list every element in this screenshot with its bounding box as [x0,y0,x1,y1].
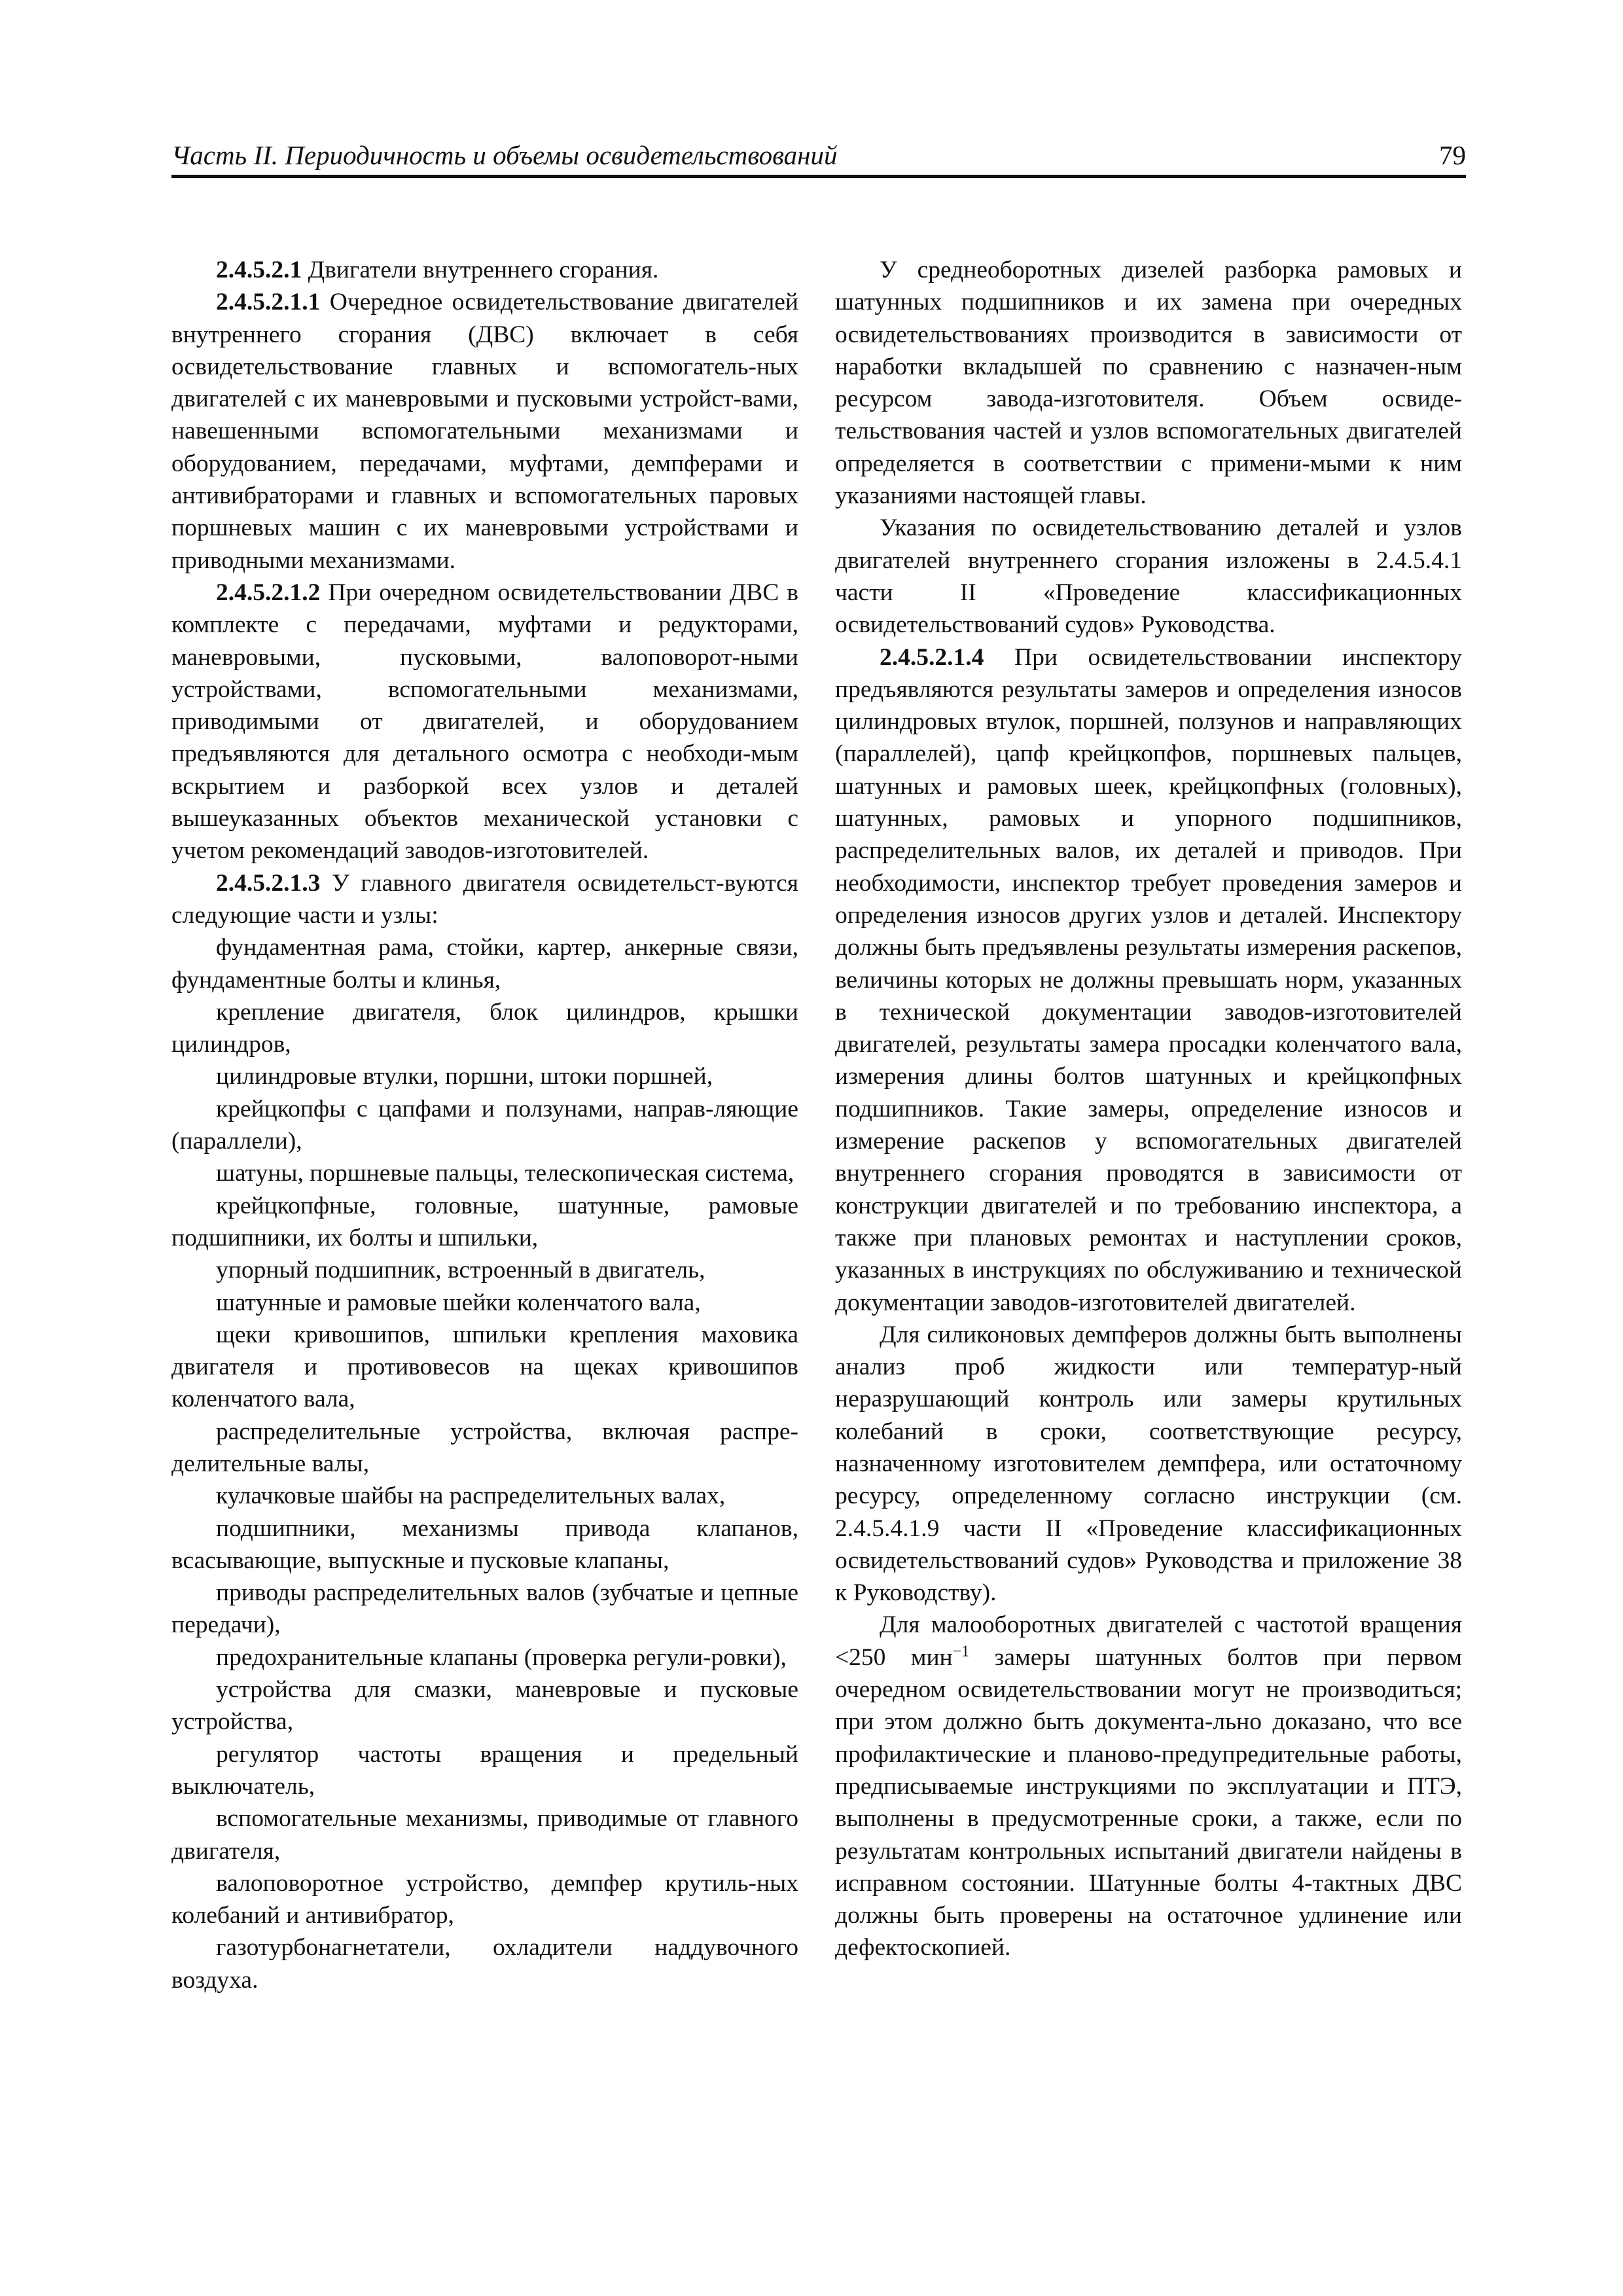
paragraph-text: Для малооборотных двигателей с частотой вращения <250 мин [835,1611,1462,1671]
paragraph-text: При освидетельствовании инспектору предъявляются результаты замеров и определения износов цилиндровых втулок, поршней, ползунов и направляющих (параллелей), цапф крейцкопфов, поршневых пальцев, шатунных и рамовых шеек, крейцкопфных (головных), шатунных, рамовых и упорного подшипников, распределительных валов, их деталей и приводов. При необходимости, инспектор требует проведения замеров и определения износов других узлов и деталей. Инспектору должны быть предъявлены результаты измерения раскепов, величины которых не должны превышать норм, указанных в технической документации заводов-изготовителей двигателей, результаты замера просадки коленчатого вала, измерения длины болтов шатунных и крейцкопфных подшипников. Такие замеры, определение износов и измерение раскепов у вспомогательных двигателей внутреннего сгорания проводятся в зависимости от конструкции двигателей и по требованию инспектора, а также при плановых ремонтах и наступлении сроков, указанных в инструкциях по обслуживанию и технической документации заводов-изготовителей двигателей. [835,643,1462,1316]
list-item: регулятор частоты вращения и предельный выключатель, [171,1740,798,1800]
paragraph-2-4-5-2-1-1 [171,286,798,577]
paragraph-2-4-5-2-1-3 [171,867,798,932]
paragraph-2-4-5-2-1 [171,254,798,286]
list-item: крейцкопфные, головные, шатунные, рамовые подшипники, их болты и шпильки, [171,1192,798,1251]
list-item: кулачковые шайбы на распределительных валах, [216,1482,726,1510]
list-item: крейцкопфы с цапфами и ползунами, направ-ляющие (параллели), [171,1095,798,1155]
list-item: цилиндровые втулки, поршни, штоки поршней, [216,1063,713,1090]
list-item: газотурбонагнетатели, охладители наддувочного воздуха. [171,1934,798,1994]
paragraph-low-speed-engines [835,1609,1462,1964]
section-number: 2.4.5.2.1.2 [216,579,321,606]
list-item: устройства для смазки, маневровые и пусковые устройства, [171,1676,798,1736]
list-item: предохранительные клапаны (проверка регули-ровки), [216,1643,787,1671]
running-header [171,134,1466,178]
list-item: фундаментная рама, стойки, картер, анкерные связи, фундаментные болты и клинья, [171,934,798,994]
list-item: подшипники, механизмы привода клапанов, всасывающие, выпускные и пусковые клапаны, [171,1515,798,1574]
list-item: вспомогательные механизмы, приводимые от главного двигателя, [171,1805,798,1865]
list-item: приводы распределительных валов (зубчатые и цепные передачи), [171,1579,798,1639]
list-item: упорный подшипник, встроенный в двигатель, [216,1257,705,1284]
list-item: распределительные устройства, включая распре-делительные валы, [171,1418,798,1477]
paragraph-text: У главного двигателя освидетельст-вуются следующие части и узлы: [171,869,798,929]
section-number: 2.4.5.2.1.1 [216,289,321,316]
list-item: шатуны, поршневые пальцы, телескопическая система, [216,1160,794,1187]
section-number: 2.4.5.2.1.3 [216,869,321,897]
paragraph-medium-speed-diesels: У среднеоборотных дизелей разборка рамовых и шатунных подшипников и их замена при очередных освидетельствованиях производится в зависимости от наработки вкладышей по сравнению с назначен-ным ресурсом завода-изготовителя. Объем освиде-тельствования частей и узлов вспомогательных двигателей определяется в соответствии с примени-мыми к ним указаниями настоящей главы. [835,257,1462,510]
list-item: крепление двигателя, блок цилиндров, крышки цилиндров, [171,998,798,1058]
section-number: 2.4.5.2.1 [216,257,302,283]
paragraph-survey-instructions: Указания по освидетельствованию деталей и узлов двигателей внутреннего сгорания изложены в 2.4.5.4.1 части II «Проведение классификационных освидетельствований судов» Руководства. [835,514,1462,639]
list-item: щеки кривошипов, шпильки крепления маховика двигателя и противовесов на щеках кривошипов коленчатого вала, [171,1321,798,1413]
section-number: 2.4.5.2.1.4 [880,643,984,671]
list-item: шатунные и рамовые шейки коленчатого вала, [216,1289,701,1316]
right-column [835,254,1462,1964]
paragraph-text: При очередном освидетельствовании ДВС в комплекте с передачами, муфтами и редукторами, маневровыми, пусковыми, валоповорот-ными устройствами, вспомогательными механизмами, приводимыми от двигателей, и оборудованием предъявляются для детального осмотра с необходи-мым вскрытием и разборкой всех узлов и деталей вышеуказанных объектов механической установки с учетом рекомендаций заводов-изготовителей. [171,579,798,865]
page-number: 79 [1439,140,1466,170]
list-item: валоповоротное устройство, демпфер крутиль-ных колебаний и антивибратор, [171,1869,798,1929]
paragraph-text: Очередное освидетельствование двигателей внутреннего сгорания (ДВС) включает в себя освидетельствование главных и вспомогатель-ных двигателей с их маневровыми и пусковыми устройст-вами, навешенными вспомогательными механизмами и оборудованием, передачами, муфтами, демпферами и антивибраторами и главных и вспомогательных паровых поршневых машин с их маневровыми устройствами и приводными механизмами. [171,289,798,574]
superscript: −1 [952,1643,970,1660]
header-title: Часть II. Периодичность и объемы освидетельствований [171,140,838,170]
paragraph-2-4-5-2-1-2 [171,577,798,867]
paragraph-text: замеры шатунных болтов при первом очередном освидетельствовании могут не производиться; при этом должно быть документа-льно доказано, что все профилактические и планово-предупредительные работы, предписываемые инструкциями по эксплуатации и ПТЭ, выполнены в предусмотренные сроки, а также, если по результатам контрольных испытаний двигатели найдены в исправном состоянии. Шатунные болты 4-тактных ДВС должны быть проверены на остаточное удлинение или дефектоскопией. [835,1643,1462,1962]
paragraph-2-4-5-2-1-4 [835,641,1462,1319]
left-column [171,254,798,1996]
paragraph-silicone-dampers: Для силиконовых демпферов должны быть выполнены анализ проб жидкости или температур-ный неразрушающий контроль или замеры крутильных колебаний в сроки, соответствующие ресурсу, назначенному изготовителем демпфера, или остаточному ресурсу, определенному согласно инструкции (см. 2.4.5.4.1.9 части II «Проведение классификационных освидетельствований судов» Руководства и приложение 38 к Руководству). [835,1321,1462,1607]
paragraph-text: Двигатели внутреннего сгорания. [302,257,659,283]
